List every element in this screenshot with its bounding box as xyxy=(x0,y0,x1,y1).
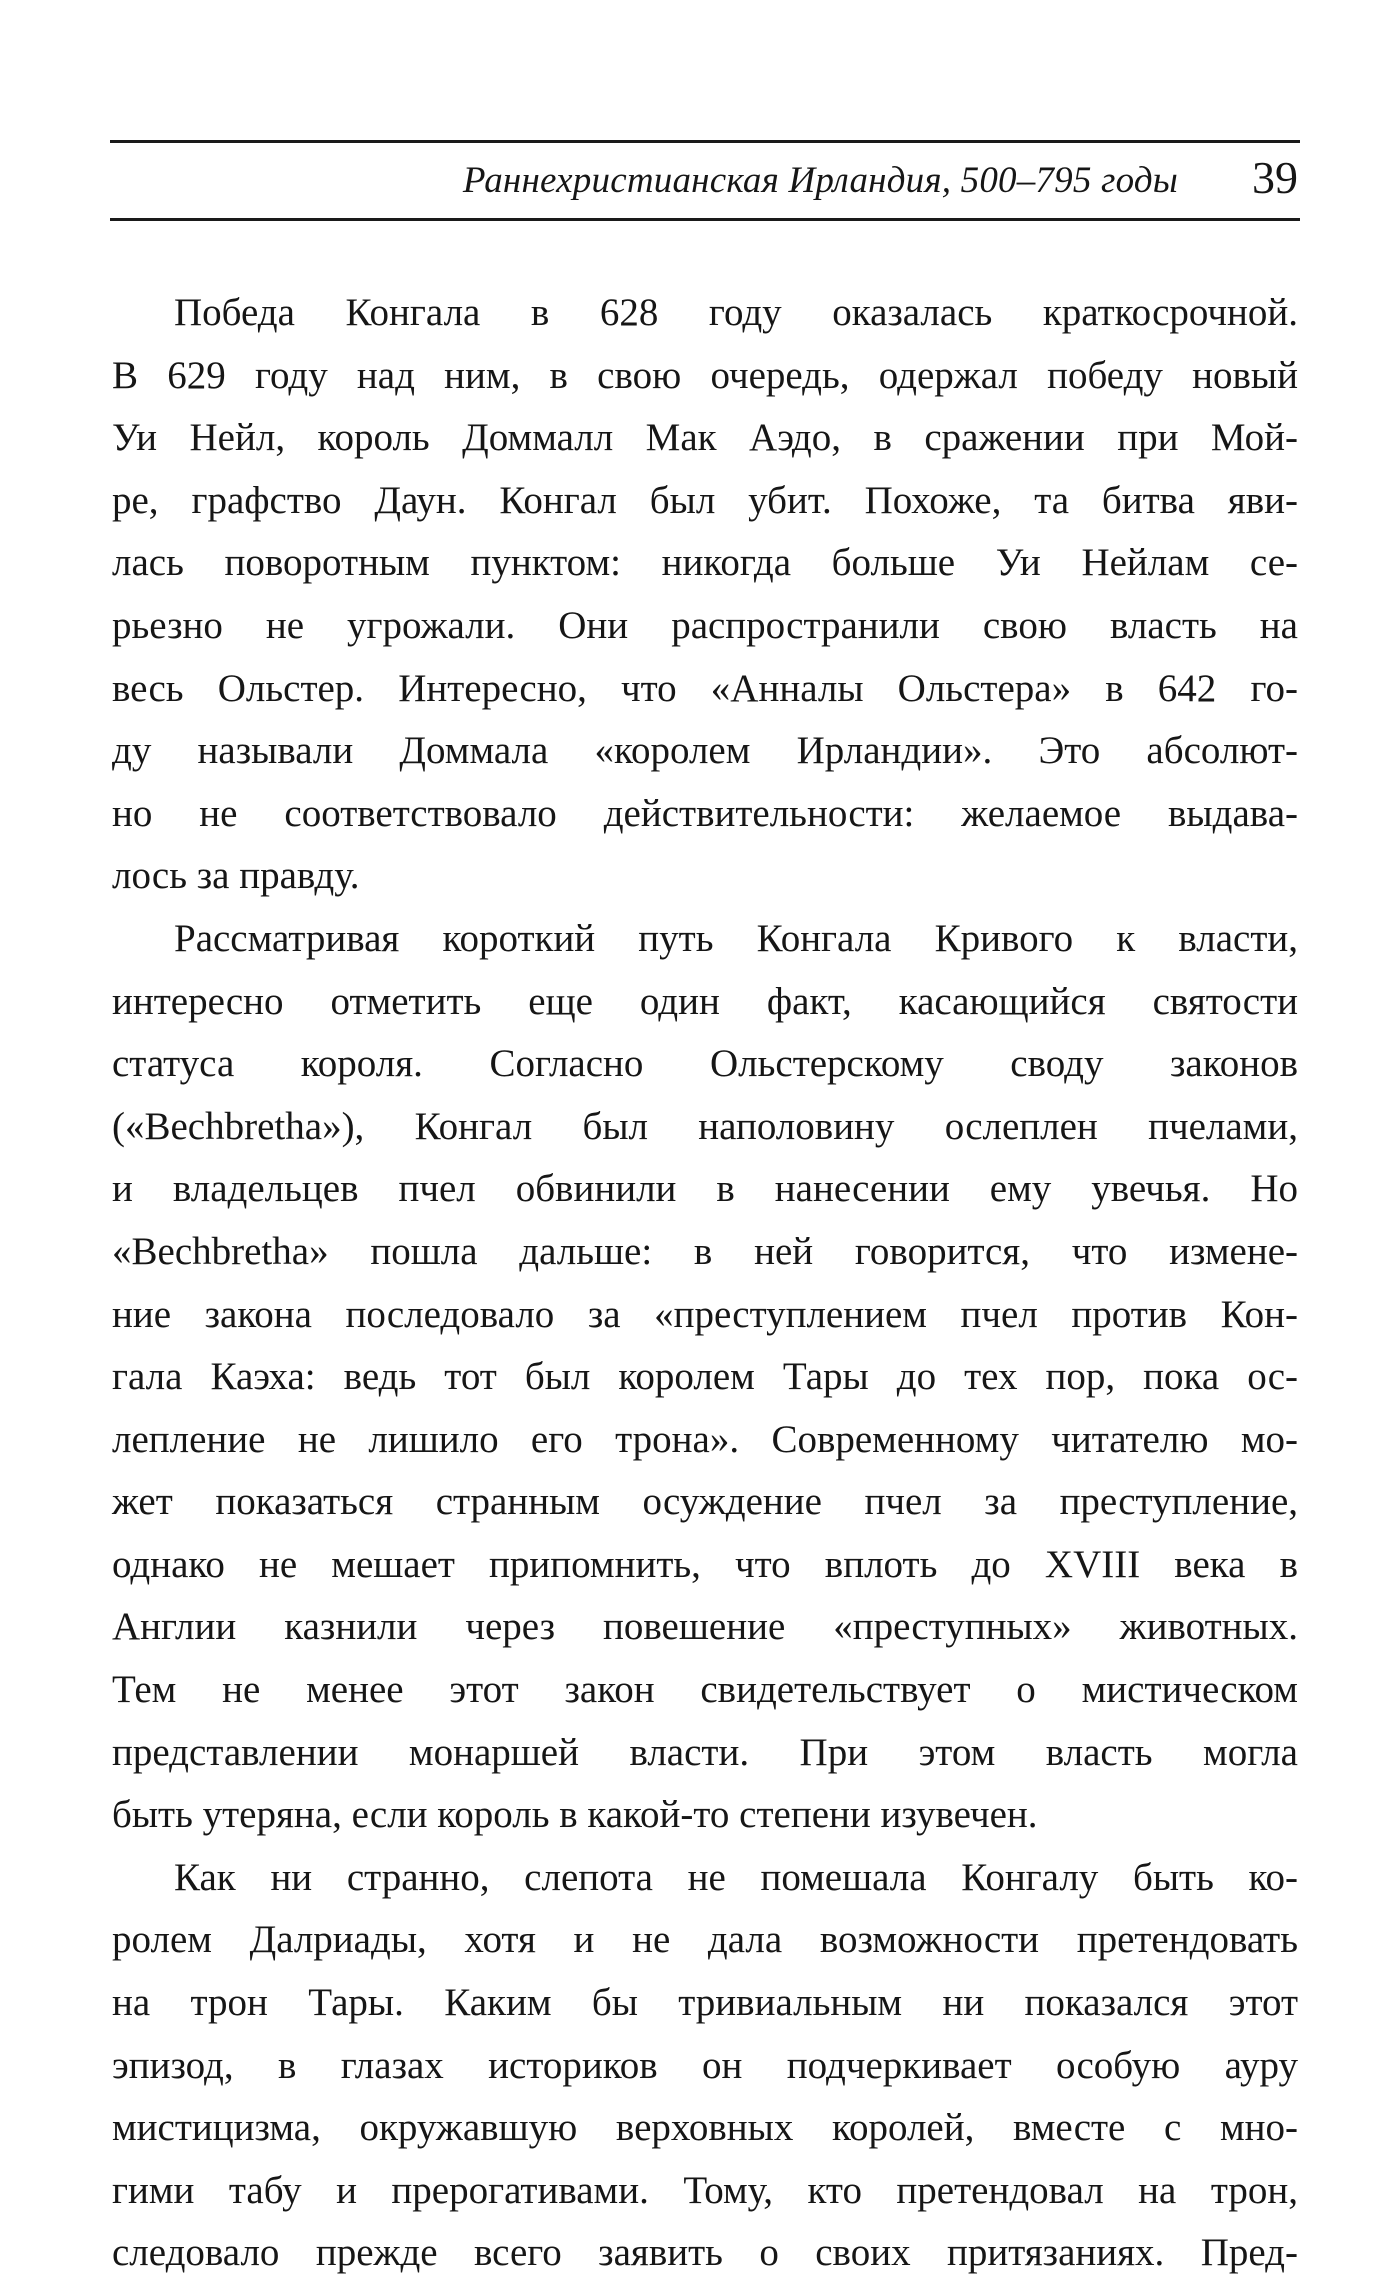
text-line: жет показаться странным осуждение пчел за преступление, xyxy=(112,1480,1298,1524)
text-line: рьезно не угрожали. Они распространили свою власть на xyxy=(112,603,1298,647)
header-top-rule xyxy=(110,140,1300,143)
text-line: «Bechbretha» пошла дальше: в ней говорится, что измене- xyxy=(112,1229,1298,1273)
page-number: 39 xyxy=(1252,152,1298,203)
text-line: статуса короля. Согласно Ольстерскому своду законов xyxy=(112,1042,1298,1086)
text-line: Тем не менее этот закон свидетельствует о мистическом xyxy=(112,1668,1298,1712)
text-line: ре, графство Даун. Конгал был убит. Похоже, та битва яви- xyxy=(112,478,1298,522)
text-line: Англии казнили через повешение «преступных» животных. xyxy=(112,1605,1298,1649)
text-line: на трон Тары. Каким бы тривиальным ни показался этот xyxy=(112,1981,1298,2025)
text-line: лось за правду. xyxy=(112,854,360,898)
text-line: Рассматривая короткий путь Конгала Кривого к власти, xyxy=(174,916,1298,960)
text-line: Уи Нейл, король Доммалл Мак Аэдо, в сражении при Мой- xyxy=(112,416,1298,460)
text-line: («Bechbretha»), Конгал был наполовину ослеплен пчелами, xyxy=(112,1104,1298,1148)
text-line: эпизод, в глазах историков он подчеркивает особую ауру xyxy=(112,2043,1298,2087)
text-line: лепление не лишило его трона». Современному читателю мо- xyxy=(112,1417,1298,1461)
text-line: гала Каэха: ведь тот был королем Тары до тех пор, пока ос- xyxy=(112,1355,1298,1399)
text-line: мистицизма, окружавшую верховных королей, вместе с мно- xyxy=(112,2106,1298,2150)
text-line: ролем Далриады, хотя и не дала возможности претендовать xyxy=(112,1918,1298,1962)
text-line: следовало прежде всего заявить о своих притязаниях. Пред- xyxy=(112,2231,1298,2275)
text-line: интересно отметить еще один факт, касающийся святости xyxy=(112,979,1298,1023)
text-line: быть утеряна, если король в какой-то степени изувечен. xyxy=(112,1793,1038,1837)
paragraph xyxy=(112,282,1298,908)
text-line: Победа Конгала в 628 году оказалась краткосрочной. xyxy=(174,291,1298,334)
text-line: ду называли Доммала «королем Ирландии». Это абсолют- xyxy=(112,729,1298,773)
header-bottom-rule xyxy=(110,218,1300,221)
text-line: представлении монаршей власти. При этом власть могла xyxy=(112,1730,1298,1774)
text-line: В 629 году над ним, в свою очередь, одержал победу новый xyxy=(112,353,1298,397)
text-line: и владельцев пчел обвинили в нанесении ему увечья. Но xyxy=(112,1167,1298,1211)
text-line: Как ни странно, слепота не помешала Конгалу быть ко- xyxy=(174,1855,1298,1899)
text-line: весь Ольстер. Интересно, что «Анналы Ольстера» в 642 го- xyxy=(112,666,1298,710)
paragraph xyxy=(112,908,1298,1847)
text-line: но не соответствовало действительности: желаемое выдава- xyxy=(112,791,1298,835)
text-line: гими табу и прерогативами. Тому, кто претендовал на трон, xyxy=(112,2168,1298,2212)
text-line: лась поворотным пунктом: никогда больше Уи Нейлам се- xyxy=(112,541,1298,585)
text-line: ние закона последовало за «преступлением пчел против Кон- xyxy=(112,1292,1298,1336)
body-text xyxy=(112,282,1298,2285)
text-line: однако не мешает припомнить, что вплоть до XVIII века в xyxy=(112,1542,1298,1586)
running-title: Раннехристианская Ирландия, 500–795 годы xyxy=(462,160,1178,201)
paragraph xyxy=(112,1847,1298,2285)
running-header xyxy=(110,140,1300,222)
